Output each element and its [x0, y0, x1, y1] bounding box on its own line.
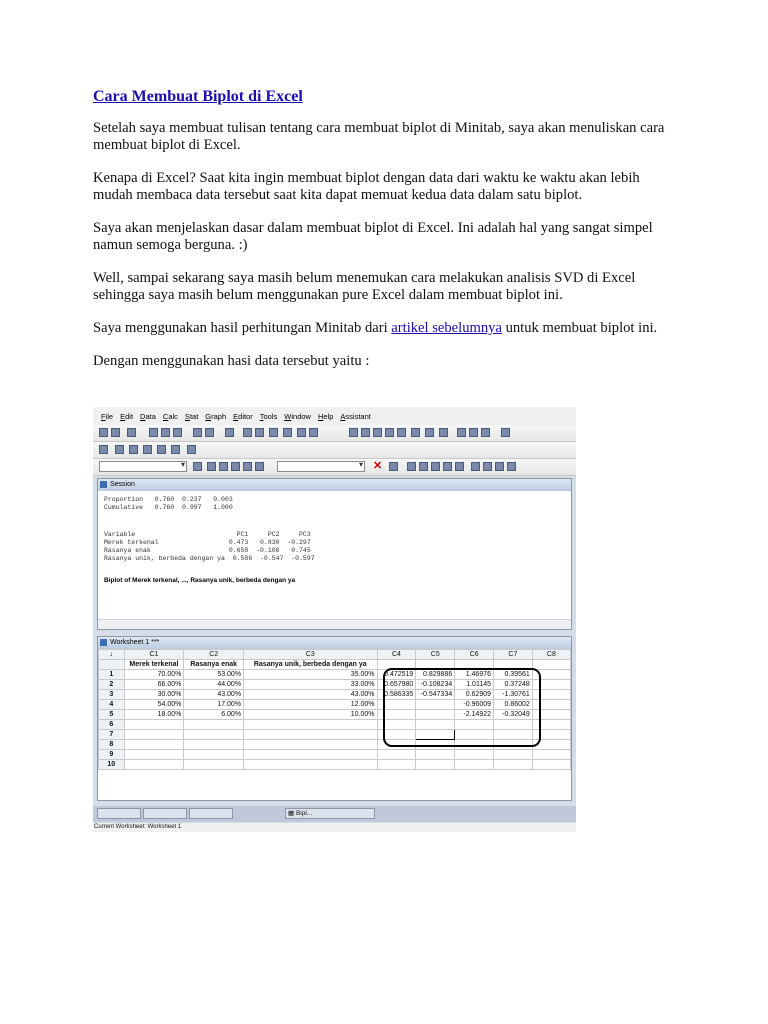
table-cell[interactable]: 0.586335 [377, 690, 416, 700]
table-cell[interactable]: 0.472519 [377, 670, 416, 680]
worksheet-toolbar [93, 442, 576, 459]
row-header[interactable]: 10 [99, 760, 125, 770]
copy-icon[interactable] [161, 428, 170, 437]
table-cell[interactable]: -0.108234 [416, 680, 455, 690]
table-cell[interactable]: 35.00% [244, 670, 377, 680]
pointer-icon[interactable] [407, 462, 416, 471]
session-window-icon[interactable] [349, 428, 358, 437]
paragraph-5-end: untuk membuat biplot ini. [501, 320, 658, 336]
table-cell[interactable]: -0.547334 [416, 690, 455, 700]
insert-cells-icon[interactable] [115, 445, 124, 454]
table-cell[interactable]: 17.00% [184, 700, 244, 710]
worksheet-title: Worksheet 1 *** [110, 639, 160, 646]
table-cell[interactable] [416, 750, 455, 760]
biplot-window-label: Bipl... [295, 810, 313, 817]
project-manager-icon[interactable] [411, 428, 420, 437]
column-header[interactable]: C6 [455, 650, 494, 660]
worksheet-window [97, 636, 572, 801]
table-cell[interactable] [124, 760, 184, 770]
paragraph-2: Kenapa di Excel? Saat kita ingin membuat biplot dengan data dari waktu ke waktu akan lebih mudah membaca data tersebut saat kita dapat memuat kedua data dalam satu biplot. [93, 170, 640, 203]
table-cell[interactable]: 1.01145 [455, 680, 494, 690]
rectangle-tool-icon[interactable] [431, 462, 440, 471]
row-header[interactable]: 4 [99, 700, 125, 710]
table-cell[interactable]: 18.00% [124, 710, 184, 720]
polygon-tool-icon[interactable] [483, 462, 492, 471]
table-cell[interactable] [532, 750, 570, 760]
cancel-icon[interactable] [283, 428, 292, 437]
insert-rows-icon[interactable] [129, 445, 138, 454]
table-cell[interactable]: 53.00% [184, 670, 244, 680]
row-header[interactable]: 6 [99, 720, 125, 730]
table-cell[interactable] [184, 740, 244, 750]
zoom-icon[interactable] [243, 462, 252, 471]
row-header[interactable]: 3 [99, 690, 125, 700]
table-cell[interactable]: 43.00% [184, 690, 244, 700]
variable-header-line: Variable PC1 PC2 PC3 [104, 531, 311, 538]
insert-columns-icon[interactable] [143, 445, 152, 454]
text-tool-icon[interactable] [419, 462, 428, 471]
table-cell[interactable] [184, 720, 244, 730]
paste-icon[interactable] [173, 428, 182, 437]
table-cell[interactable] [124, 730, 184, 740]
magnify-icon[interactable] [389, 462, 398, 471]
table-cell[interactable]: 44.00% [184, 680, 244, 690]
table-cell[interactable] [244, 750, 377, 760]
table-cell[interactable] [455, 750, 494, 760]
table-cell[interactable]: 6.00% [184, 710, 244, 720]
variable-row-3: Rasanya unik, berbeda dengan ya 0.586 -0.547 -0.597 [104, 555, 315, 562]
table-cell[interactable] [532, 760, 570, 770]
cascade-icon[interactable] [469, 428, 478, 437]
delete-x-icon[interactable]: ✕ [373, 460, 383, 472]
table-row [99, 760, 571, 770]
marker-tool-icon[interactable] [471, 462, 480, 471]
paragraph-5 [93, 320, 683, 337]
tile-icon[interactable] [457, 428, 466, 437]
info-icon[interactable] [385, 428, 394, 437]
assistant-icon[interactable] [309, 428, 318, 437]
row-header[interactable]: 5 [99, 710, 125, 720]
biplot-output-line: Biplot of Merek terkenal, ..., Rasanya unik, berbeda dengan ya [104, 577, 296, 584]
session-horizontal-scrollbar[interactable] [98, 619, 571, 629]
report-pad-icon[interactable] [425, 428, 434, 437]
table-cell[interactable]: 0.39561 [494, 670, 533, 680]
function-icon[interactable] [99, 445, 108, 454]
table-cell[interactable]: 70.00% [124, 670, 184, 680]
column-header-row [99, 650, 571, 660]
table-cell[interactable] [455, 760, 494, 770]
paragraph-6: Dengan menggunakan hasi data tersebut yaitu : [93, 353, 370, 369]
brush-icon[interactable] [207, 462, 216, 471]
help-icon[interactable] [297, 428, 306, 437]
data-window-icon[interactable] [361, 428, 370, 437]
variable-row-1: Merek terkenal 0.473 0.830 -0.297 [104, 539, 311, 546]
minitab-screenshot [93, 407, 576, 832]
move-columns-icon[interactable] [157, 445, 166, 454]
row-header[interactable]: 9 [99, 750, 125, 760]
table-cell[interactable]: 0.62909 [455, 690, 494, 700]
table-cell[interactable] [124, 740, 184, 750]
menu-data[interactable]: Data [140, 411, 156, 421]
table-cell[interactable]: 10.00% [244, 710, 377, 720]
column-header[interactable]: C8 [532, 650, 570, 660]
table-cell[interactable]: 54.00% [124, 700, 184, 710]
rotate-icon[interactable] [255, 462, 264, 471]
table-cell[interactable]: 33.00% [244, 680, 377, 690]
table-cell[interactable]: 0.829886 [416, 670, 455, 680]
session-output [98, 491, 571, 611]
undo-icon[interactable] [193, 428, 202, 437]
corner-cell[interactable]: ↓ [99, 650, 125, 660]
table-cell[interactable]: 0.86002 [494, 700, 533, 710]
table-cell[interactable] [184, 730, 244, 740]
redo-icon[interactable] [205, 428, 214, 437]
region-tool-icon[interactable] [507, 462, 516, 471]
arrow-down-icon[interactable] [255, 428, 264, 437]
worksheet-icon [100, 639, 107, 646]
table-cell[interactable] [244, 740, 377, 750]
worksheet-title-bar [98, 637, 571, 649]
menu-bar [93, 407, 576, 425]
previous-article-link[interactable]: artikel sebelumnya [391, 320, 502, 336]
ellipse-tool-icon[interactable] [443, 462, 452, 471]
table-cell[interactable] [184, 750, 244, 760]
select-item-icon[interactable] [193, 462, 202, 471]
crosshair-icon[interactable] [219, 462, 228, 471]
table-cell[interactable] [124, 720, 184, 730]
column-header[interactable]: C5 [416, 650, 455, 660]
biplot-window-icon: ▦ [288, 810, 296, 817]
menu-window[interactable]: Window [284, 411, 311, 421]
session-title-bar [98, 479, 571, 491]
article [93, 88, 683, 386]
arrow-up-icon[interactable] [243, 428, 252, 437]
open-icon[interactable] [99, 428, 108, 437]
table-cell[interactable]: 43.00% [244, 690, 377, 700]
paragraph-3: Saya akan menjelaskan dasar dalam membuat biplot di Excel. Ini adalah hal yang sangat simpel namun semoga berguna. :) [93, 220, 653, 253]
minimized-window[interactable] [97, 808, 141, 819]
table-cell[interactable] [377, 750, 416, 760]
table-cell[interactable] [377, 760, 416, 770]
menu-stat[interactable]: Stat [184, 411, 199, 421]
session-window [97, 478, 572, 630]
graph-folder-icon[interactable] [373, 428, 382, 437]
row-header[interactable]: 1 [99, 670, 125, 680]
table-cell[interactable]: 0.37248 [494, 680, 533, 690]
standard-toolbar [93, 425, 576, 442]
paragraph-4: Well, sampai sekarang saya masih belum menemukan cara melakukan analisis SVD di Excel sehingga saya masih belum menggunakan pure Excel dalam membuat biplot ini. [93, 270, 636, 303]
column-header[interactable]: C7 [494, 650, 533, 660]
cumulative-line: Cumulative 0.760 0.997 1.000 [104, 504, 233, 511]
find-icon[interactable] [269, 428, 278, 437]
history-icon[interactable] [397, 428, 406, 437]
column-name[interactable]: Rasanya unik, berbeda dengan ya [244, 660, 377, 670]
minimized-window[interactable] [143, 808, 187, 819]
edit-last-dialog-icon[interactable] [225, 428, 234, 437]
menu-graph[interactable]: Graph [205, 411, 227, 421]
article-title-link[interactable]: Cara Membuat Biplot di Excel [93, 88, 303, 105]
minimized-window[interactable] [189, 808, 233, 819]
paragraph-5-start: Saya menggunakan hasil perhitungan Minitab dari [93, 320, 392, 336]
table-cell[interactable] [244, 730, 377, 740]
column-header[interactable]: C1 [124, 650, 184, 660]
layout-icon[interactable] [481, 428, 490, 437]
edit-pencil-icon[interactable] [187, 445, 196, 454]
table-cell[interactable] [494, 750, 533, 760]
session-title: Session [110, 481, 135, 488]
table-cell[interactable]: -0.32049 [494, 710, 533, 720]
table-cell[interactable] [184, 760, 244, 770]
graph-font-select[interactable] [277, 461, 365, 472]
name-row-header [99, 660, 125, 670]
column-header[interactable]: C4 [377, 650, 416, 660]
table-cell[interactable]: -1.30761 [494, 690, 533, 700]
table-cell[interactable]: 30.00% [124, 690, 184, 700]
variable-row-2: Rasanya enak 0.658 -0.108 0.745 [104, 547, 311, 554]
column-header[interactable]: C2 [184, 650, 244, 660]
table-cell[interactable]: 12.00% [244, 700, 377, 710]
table-cell[interactable] [494, 760, 533, 770]
column-name[interactable] [532, 660, 570, 670]
menu-tools[interactable]: Tools [259, 411, 278, 421]
column-name[interactable]: Rasanya enak [184, 660, 244, 670]
print-icon[interactable] [127, 428, 136, 437]
menu-assistant[interactable]: Assistant [340, 411, 371, 421]
table-row [99, 750, 571, 760]
table-cell[interactable] [244, 720, 377, 730]
row-header[interactable]: 7 [99, 730, 125, 740]
row-header[interactable]: 2 [99, 680, 125, 690]
column-name[interactable]: Merek terkenal [124, 660, 184, 670]
menu-help[interactable]: Help [317, 411, 334, 421]
graph-item-select[interactable] [99, 461, 187, 472]
polyline-tool-icon[interactable] [495, 462, 504, 471]
related-docs-icon[interactable] [439, 428, 448, 437]
menu-editor[interactable]: Editor [233, 411, 253, 421]
highlight-callout [383, 668, 541, 747]
column-header[interactable]: C3 [244, 650, 377, 660]
table-cell[interactable]: 66.00% [124, 680, 184, 690]
menu-file[interactable]: File [101, 411, 114, 421]
biplot-minimized-window[interactable] [285, 808, 375, 819]
clear-cells-icon[interactable] [171, 445, 180, 454]
table-cell[interactable]: -2.14922 [455, 710, 494, 720]
proportion-line: Proportion 0.760 0.237 0.003 [104, 496, 233, 503]
flag-icon[interactable] [231, 462, 240, 471]
cut-icon[interactable] [149, 428, 158, 437]
line-tool-icon[interactable] [455, 462, 464, 471]
table-cell[interactable]: 0.657980 [377, 680, 416, 690]
menu-calc[interactable]: Calc [162, 411, 178, 421]
table-cell[interactable]: 1.46976 [455, 670, 494, 680]
table-cell[interactable] [124, 750, 184, 760]
save-icon[interactable] [111, 428, 120, 437]
paragraph-1: Setelah saya membuat tulisan tentang cara membuat biplot di Minitab, saya akan menuliskan cara membuat biplot di Excel. [93, 120, 665, 153]
graph-toolbar [93, 459, 576, 476]
table-cell[interactable] [244, 760, 377, 770]
status-bar: Current Worksheet: Worksheet 1 [93, 823, 576, 832]
row-header[interactable]: 8 [99, 740, 125, 750]
table-cell[interactable] [416, 760, 455, 770]
table-cell[interactable]: -0.96009 [455, 700, 494, 710]
close-all-graphs-icon[interactable] [501, 428, 510, 437]
menu-edit[interactable]: Edit [120, 411, 134, 421]
session-icon [100, 481, 107, 488]
minimized-windows-bar [93, 806, 576, 822]
